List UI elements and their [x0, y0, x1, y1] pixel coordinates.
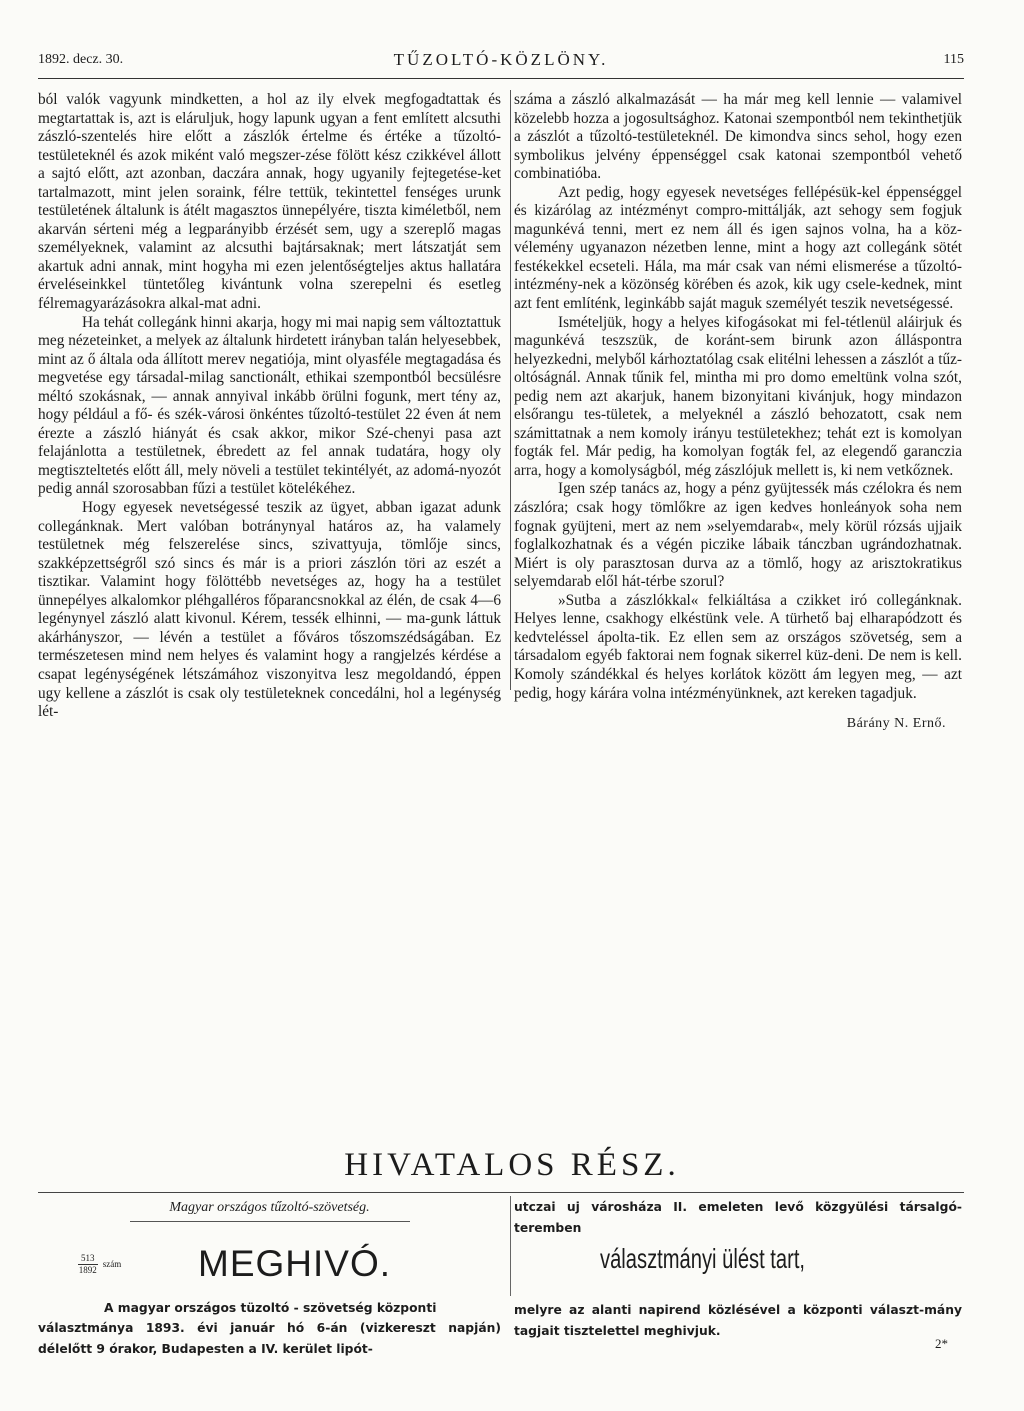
article-paragraph: Azt pedig, hogy egyesek nevetséges fellépésük-kel éppenséggel és kizárólag az intézményt compro-mittálják, azt sehogy sem fogjuk magunkévá tenni, mert ez nem áll és igen sajnos volna, ha a köz-vélemény ugyanazon nézetben lenne, mint a hogy azt collegánk sötét festékekkel ecseteli. Hála, ma már csak van némi elismerése a tűzoltó-intézmény-nek a közönség körében és azok, kik ugy csele-kednek, mint azt fent említénk, leginkább saját maguk személyét teszik nevetségessé.	[514, 183, 962, 313]
number-bottom: 1892	[78, 1265, 97, 1275]
organization-rule	[130, 1221, 410, 1222]
number-top: 513	[78, 1253, 98, 1265]
invitation-closing: melyre az alanti napirend közlésével a központi választ-mány tagjait tisztelettel meghivjuk.	[514, 1303, 962, 1338]
number-unit: szám	[102, 1259, 122, 1269]
journal-title: TŰZOLTÓ-KÖZLÖNY.	[393, 50, 609, 69]
page-header	[38, 50, 964, 74]
article-paragraph: Igen szép tanács az, hogy a pénz gyüjtessék más czélokra és nem zászlóra; csak hogy tömlőkre az igen kedves honleányok soha nem fognak gyüjteni, mert az nem »selyemdarab«, mely körül rózsás ujjaik foglalkozhatnak és a végén piczike lábaik tánczban ugrándozhatnak. Miért is oly parasztosan durva az a tömlő, hogy az arisztokratikus selyemdarab elől hát-térbe szorul?	[514, 480, 962, 591]
document-number	[78, 1253, 121, 1276]
column-divider	[510, 90, 511, 690]
invitation-left-body: választmánya 1893. évi január hó 6-án (vizkereszt napján) délelőtt 9 órakor, Budapesten a IV. kerület lipót-	[38, 1321, 501, 1356]
header-rule	[38, 78, 964, 79]
article-paragraph: ból valók vagyunk mindketten, a hol az ily elvek megfogadtattak és megtartattak is, azt is eláruljuk, hogy lapunk ugyan a fent említett alcsuthi zászló-szentelés hire előtt a zászlók értelme és értéke a tűzoltó-testületeknél és azok miként való megszer-zése fölött kész czikkével állott a sajtó előtt, azt azonban, daczára annak, hogy ugyanily fejtegetése-ket tartalmazott, mint jelen soraink, félre tettük, tekintettel fenséges urunk testületének általunk is átélt magasztos ünnepélyére, tiszta kiméletből, nem akarván sérteni még a legparányibb érzését sem, ugy a szereplő magas személyeknek, valamint az alcsuthi bajtársaknak; mert látszatját sem akartuk adni annak, mint hogyha mi ezen jelentőségteljes aktus hallatára érveléseinkkel tüntetőleg kivántunk volna szerepelni és esetleg félremagyarázásokra alkal-mat adni.	[38, 91, 501, 313]
page-number: 115	[943, 52, 964, 67]
article-paragraph: Hogy egyesek nevetségessé teszik az ügyet, abban igazat adunk collegánknak. Mert valóban botránynyal határos az, ha valamely testületnek még felszerelése sincs, szivattyuja, tömlője sincs, szakképzettségről szó sincs és már is a priori zászlón töri az eszét a tisztikar. Valamint hogy fölöttébb nevetséges az, hogy ha a testület ünnepélyes alkalomkor pléhgalléros főparancsnokkal az élén, de csak 4—6 legénynyel zászló alatt kivonul. Kérem, tessék elhinni, — ma-gunk láttuk akárhányszor, — lévén a testület a főváros tőszomszédságában. Ez természetesen mind nem helyes és valamint hogy a rangjelzés kérdése a csapat legénységének létszámához viszonyitva lesz megoldandó, éppen ugy kellene a zászlót is csak oly testületeknek concedálni, hol a legénység lét-	[38, 499, 501, 721]
article-left-column	[38, 91, 501, 722]
signature-mark: 2*	[935, 1336, 948, 1351]
organization-name: Magyar országos tűzoltó-szövetség.	[169, 1200, 370, 1215]
section-rule	[38, 1192, 964, 1193]
author-signature: Bárány N. Ernő.	[846, 716, 946, 732]
session-announcement: választmányi ülést tart,	[600, 1243, 806, 1274]
invitation-location: utczai uj városháza II. emeleten levő közgyülési társalgó-teremben	[514, 1200, 962, 1235]
invitation-first-line: A magyar országos tüzoltó - szövetség központi	[104, 1301, 437, 1315]
article-paragraph: »Sutba a zászlókkal« felkiáltása a czikket iró collegánknak. Helyes lenne, csakhogy elkéstünk vele. A türhető baj elharapódzott és kedvteléssel ápolta-tik. Ez ellen sem az országos szövetség, sem a társadalom egyéb faktorai nem fognak sikerrel küz-deni. De nem is kell. Komoly szándékkal és helyes korlátok között ám legyen meg, — azt pedig, hogy kárára volna intézményünknek, azt kereken tagadjuk.	[514, 591, 962, 702]
number-fraction	[78, 1253, 98, 1276]
article-paragraph: Ismételjük, hogy a helyes kifogásokat mi fel-tétlenül aláirjuk és magunkévá teszszük, de koránt-sem birunk azon álláspontra helyezkedni, melyből kárhoztatólag csak elitélni lehessen a zászlót a tűz-oltóságnál. Annak tűnik fel, mintha mi pro domo emeltünk volna szót, pedig nem azt akarjuk, hanem bizonyitani kivánjuk, hogy mindazon elsőrangu tes-tületek, a melyeknél a zászló behozatott, csak nem számittatnak a nem komoly irányu testületekhez; tehát ezt is komolyan fogták fel. Már pedig, ha komolyan fogták fel, az elegendő garancziа arra, hogy a komolyságból, még zászlójuk mellett is, ki nem vetkőznek.	[514, 313, 962, 479]
article-paragraph: Ha tehát collegánk hinni akarja, hogy mi mai napig sem változtattuk meg nézeteinket, a melyek az általunk hirdetett irányban talán helyesebbek, mint az ő általa oda állított merev negatiója, mint olyasféle megtagadása és megvetése egy társadal-milag sanctionált, ethikai szempontból becsülésre méltó szokásnak, — annak annyival inkább örülni fogunk, mert tény az, hogy például a fő- és szék-városi önkéntes tűzoltó-testület 22 éven át nem érezte a zászló hiányát és csak akkor, mikor Szé-chenyi pasa azt felajánlotta a testületnek, ébredett az fel annak tudatára, hogy oly megtiszteltetés előtt áll, mely növeli a testület tekintélyét, az adomá-nyozót pedig annál szorosabban fűzi a testület kötelékéhez.	[38, 313, 501, 498]
section-title: HIVATALOS RÉSZ.	[344, 1147, 680, 1183]
invitation-title: MEGHIVÓ.	[198, 1243, 392, 1284]
article-right-column	[514, 91, 962, 734]
official-column-divider	[510, 1196, 511, 1296]
issue-date: 1892. decz. 30.	[38, 52, 124, 67]
article-paragraph: száma a zászló alkalmazását — ha már meg kell lennie — valamivel közelebb hozza a jogosultsághoz. Katonai szempontból nem tekinthetjük a zászlót a tűzoltó-testületeknél. De kimondva sincs sehol, hogy ezen symbolikus jelvény éppenséggel csak katonai szempontból vehető combinatióba.	[514, 91, 962, 183]
